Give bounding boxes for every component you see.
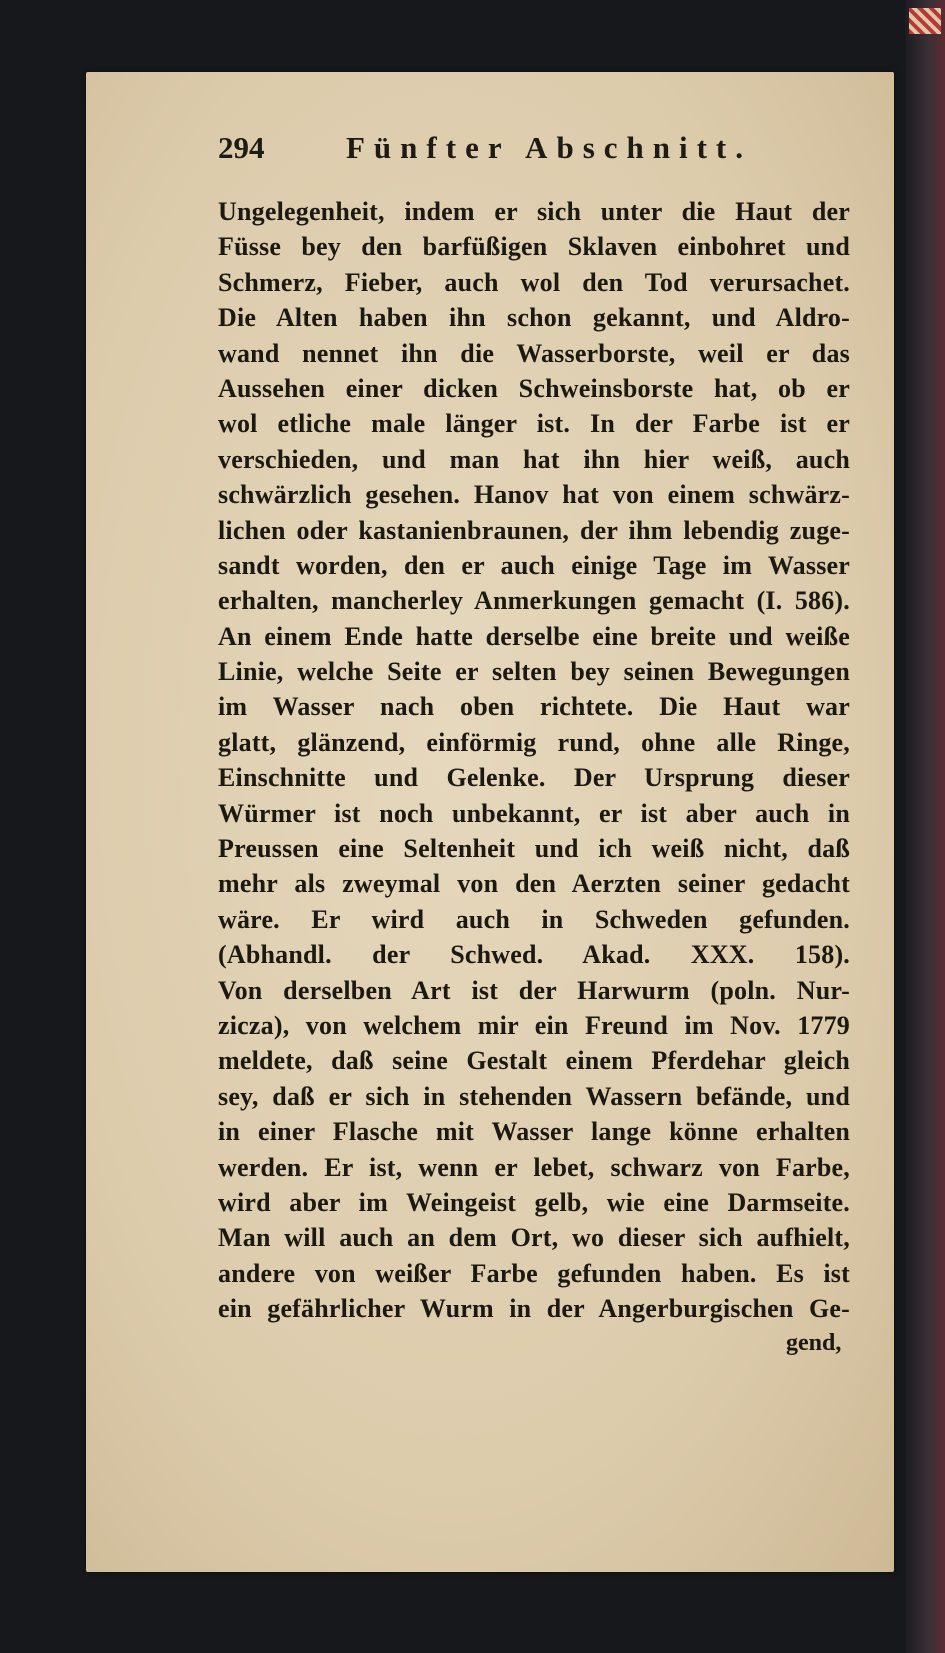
text-line: andere von weißer Farbe gefunden haben. Es ist (218, 1258, 850, 1288)
page-header (218, 130, 868, 170)
text-line: in einer Flasche mit Wasser lange könne erhalten (218, 1117, 850, 1147)
text-line: Preussen eine Seltenheit und ich weiß nicht, daß (218, 834, 850, 864)
text-line: glatt, glänzend, einförmig rund, ohne alle Ringe, (218, 727, 850, 757)
catchword: gend, (786, 1330, 842, 1356)
text-line: meldete, daß seine Gestalt einem Pferdehar gleich (218, 1046, 850, 1076)
text-line: Ungelegenheit, indem er sich unter die Haut der (218, 197, 850, 226)
text-line: Schmerz, Fieber, auch wol den Tod verursachet. (218, 267, 850, 297)
text-line: mehr als zweymal von den Aerzten seiner gedacht (218, 869, 850, 899)
running-title: Fünfter Abschnitt. (346, 130, 753, 165)
text-line: erhalten, mancherley Anmerkungen gemacht (I. 586). (218, 586, 850, 616)
text-line: verschieden, und man hat ihn hier weiß, auch (218, 444, 850, 474)
bookmark-ribbon (909, 8, 941, 34)
text-line: An einem Ende hatte derselbe eine breite und weiße (218, 621, 850, 651)
book-edge (905, 0, 945, 1653)
text-line: sey, daß er sich in stehenden Wassern befände, und (218, 1081, 850, 1111)
page-number: 294 (218, 130, 265, 165)
text-line: ein gefährlicher Wurm in der Angerburgischen Ge- (218, 1294, 850, 1324)
text-line: Von derselben Art ist der Harwurm (poln. Nur- (218, 975, 850, 1005)
text-line: Würmer ist noch unbekannt, er ist aber auch in (218, 798, 850, 828)
text-line: schwärzlich gesehen. Hanov hat von einem schwärz- (218, 480, 850, 510)
text-line: im Wasser nach oben richtete. Die Haut war (218, 692, 850, 722)
text-line: (Abhandl. der Schwed. Akad. XXX. 158). (218, 940, 850, 970)
text-line: wäre. Er wird auch in Schweden gefunden. (218, 904, 850, 934)
text-line: wird aber im Weingeist gelb, wie eine Darmseite. (218, 1187, 850, 1217)
text-line: wol etliche male länger ist. In der Farbe ist er (218, 409, 850, 439)
book-page (86, 72, 894, 1572)
text-line: zicza), von welchem mir ein Freund im Nov. 1779 (218, 1010, 850, 1040)
text-line: Linie, welche Seite er selten bey seinen Bewegungen (218, 657, 850, 687)
text-line: Füsse bey den barfüßigen Sklaven einbohret und (218, 232, 850, 262)
text-line: Die Alten haben ihn schon gekannt, und Aldro- (218, 303, 850, 333)
page-body-text (218, 194, 850, 1327)
text-line: lichen oder kastanienbraunen, der ihm lebendig zuge- (218, 515, 850, 545)
text-line: Einschnitte und Gelenke. Der Ursprung dieser (218, 763, 850, 793)
text-line: Man will auch an dem Ort, wo dieser sich aufhielt, (218, 1223, 850, 1253)
text-line: wand nennet ihn die Wasserborste, weil er das (218, 338, 850, 368)
text-line: werden. Er ist, wenn er lebet, schwarz von Farbe, (218, 1152, 850, 1182)
text-line: sandt worden, den er auch einige Tage im Wasser (218, 550, 850, 580)
text-line: Aussehen einer dicken Schweinsborste hat, ob er (218, 373, 850, 403)
